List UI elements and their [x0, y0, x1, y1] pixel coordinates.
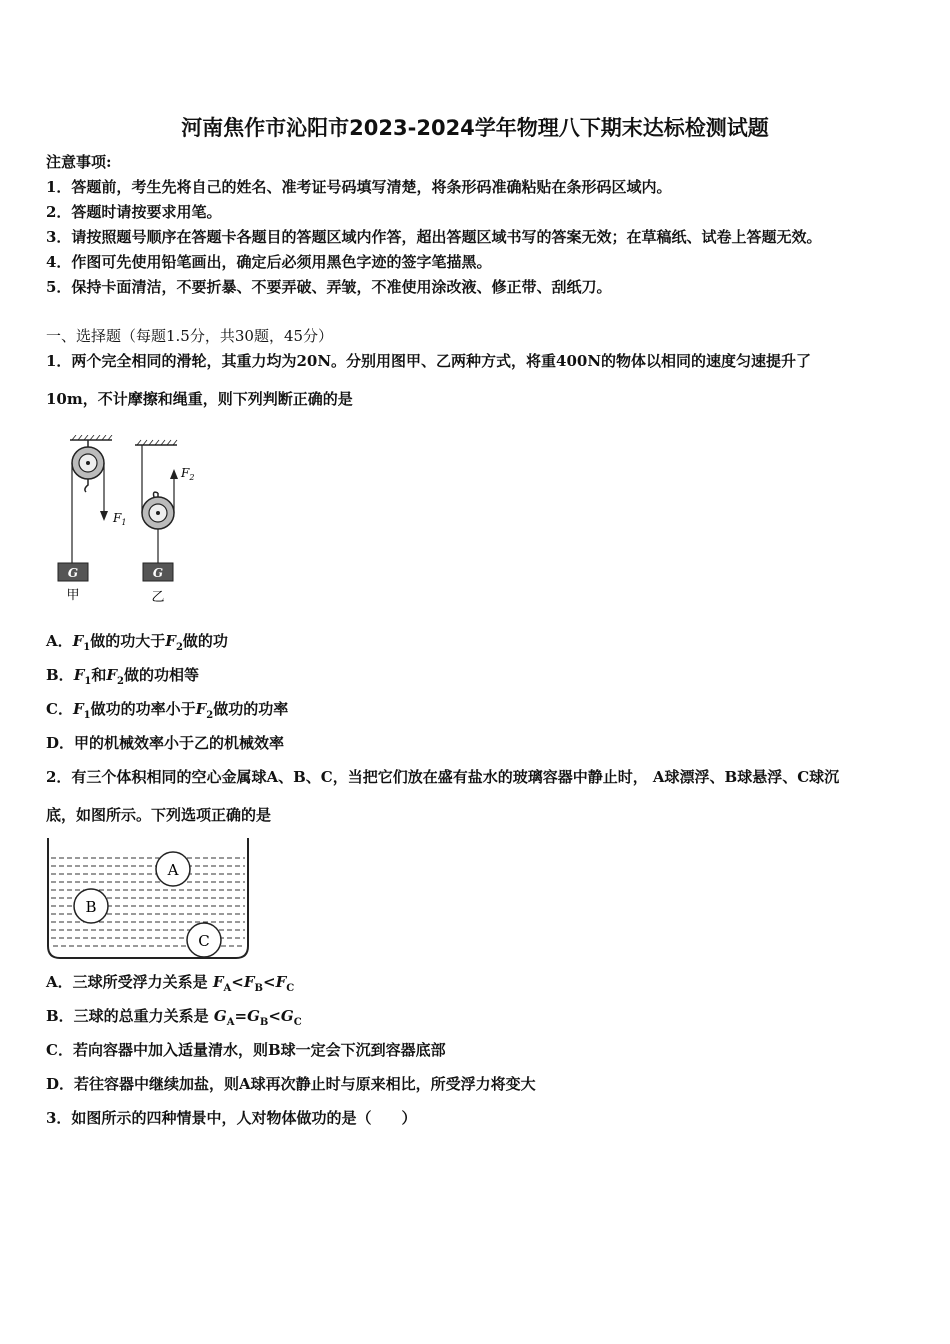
notice-item: 2．答题时请按要求用笔。 [46, 203, 222, 221]
q1-stem-line1: 1．两个完全相同的滑轮，其重力均为20N。分别用图甲、乙两种方式，将重400N的物体以相同的速度匀速提升了 [46, 352, 812, 370]
svg-text:B: B [85, 898, 97, 916]
q2-option-b: B．三球的总重力关系是 $G_A=G_B<G_C$ [46, 1007, 302, 1028]
caption-yi: 乙 [151, 590, 165, 605]
section-heading: 一、选择题（每题1.5分，共30题，45分） [46, 327, 334, 345]
ball-b [74, 889, 108, 923]
q1-option-b: B．$F_1$和$F_2$做的功相等 [46, 666, 199, 687]
arrow-f1 [100, 511, 108, 521]
ceiling-left [70, 435, 112, 440]
caption-jia: 甲 [66, 588, 80, 603]
movable-pulley [142, 492, 174, 563]
q1-option-d: D．甲的机械效率小于乙的机械效率 [46, 734, 285, 752]
page-title: 河南焦作市沁阳市2023-2024学年物理八下期末达标检测试题 [181, 116, 769, 140]
svg-text:C: C [198, 932, 210, 950]
q2-stem-line2: 底，如图所示。下列选项正确的是 [46, 806, 272, 824]
q1-stem-line2: 10m，不计摩擦和绳重，则下列判断正确的是 [46, 390, 353, 408]
svg-text:A: A [167, 861, 179, 879]
svg-text:G: G [67, 566, 79, 580]
q2-option-d: D．若往容器中继续加盐，则A球再次静止时与原来相比，所受浮力将变大 [46, 1075, 536, 1093]
container-diagram [45, 836, 251, 964]
ball-c [187, 923, 221, 957]
label-f1: $F_1$ [113, 511, 127, 527]
notice-item: 5．保持卡面清洁，不要折暴、不要弄破、弄皱，不准使用涂改液、修正带、刮纸刀。 [46, 278, 612, 296]
svg-text:G: G [152, 566, 164, 580]
notice-heading: 注意事项: [46, 153, 112, 171]
notice-item: 1．答题前，考生先将自己的姓名、准考证号码填写清楚，将条形码准确粘贴在条形码区域内。 [46, 178, 672, 196]
q1-option-a: A．$F_1$做的功大于$F_2$做的功 [46, 632, 228, 653]
ceiling-right [135, 440, 177, 445]
ball-a [156, 852, 190, 886]
weight-right [143, 563, 173, 581]
pulley-diagram [50, 435, 210, 605]
notice-item: 4．作图可先使用铅笔画出，确定后必须用黑色字迹的签字笔描黑。 [46, 253, 492, 271]
fixed-pulley [72, 440, 104, 492]
q3-stem: 3．如图所示的四种情景中，人对物体做功的是（ ） [46, 1109, 417, 1127]
q2-stem-line1: 2．有三个体积相同的空心金属球A、B、C，当把它们放在盛有盐水的玻璃容器中静止时， A球漂浮、B球悬浮、C球沉 [46, 768, 840, 786]
q2-option-c: C．若向容器中加入适量清水，则B球一定会下沉到容器底部 [46, 1041, 446, 1059]
arrow-f2 [170, 469, 178, 479]
label-f2: $F_2$ [181, 466, 195, 482]
q1-option-c: C．$F_1$做功的功率小于$F_2$做功的功率 [46, 700, 289, 721]
q2-option-a: A．三球所受浮力关系是 $F_A<F_B<F_C$ [46, 973, 295, 994]
notice-item: 3．请按照题号顺序在答题卡各题目的答题区域内作答，超出答题区域书写的答案无效；在草稿纸、试卷上答题无效。 [46, 228, 822, 246]
weight-left [58, 563, 88, 581]
